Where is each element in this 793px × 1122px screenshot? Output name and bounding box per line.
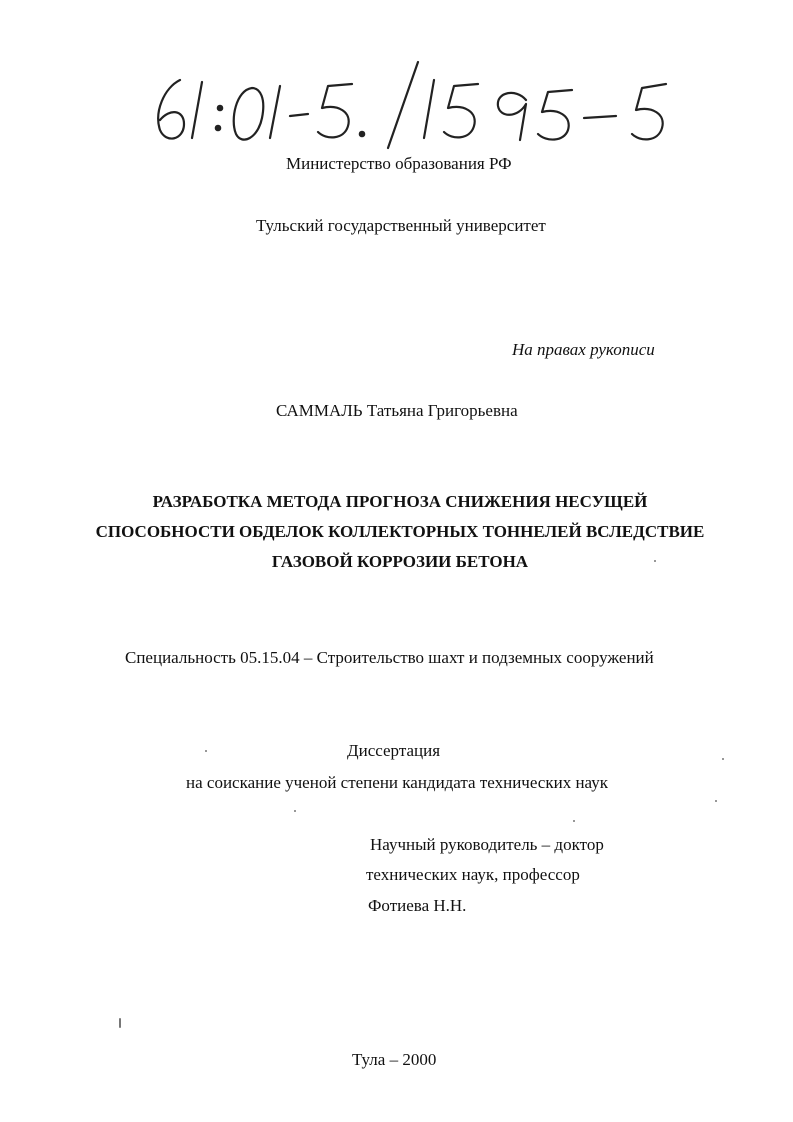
title-line: СПОСОБНОСТИ ОБДЕЛОК КОЛЛЕКТОРНЫХ ТОННЕЛЕЙ ВСЛЕДСТВИЕ <box>95 522 705 541</box>
scan-speck <box>654 560 656 562</box>
title-line: РАЗРАБОТКА МЕТОДА ПРОГНОЗА СНИЖЕНИЯ НЕСУЩЕЙ <box>152 492 648 511</box>
manuscript-rights-note: На правах рукописи <box>512 340 655 359</box>
dissertation-title <box>60 487 740 577</box>
scan-speck <box>294 810 296 812</box>
city-year: Тула – 2000 <box>352 1050 437 1069</box>
university-name: Тульский государственный университет <box>256 216 546 235</box>
supervisor-line: технических наук, профессор <box>366 865 580 884</box>
scan-speck <box>715 800 717 802</box>
supervisor-name: Фотиева Н.Н. <box>368 896 467 915</box>
scan-speck <box>573 820 575 822</box>
supervisor-line: Научный руководитель – доктор <box>370 835 604 854</box>
scan-speck <box>722 758 724 760</box>
degree-line: на соискание ученой степени кандидата технических наук <box>186 773 609 792</box>
ministry-name: Министерство образования РФ <box>286 154 512 173</box>
scan-speck <box>119 1018 121 1028</box>
specialty: Специальность 05.15.04 – Строительство шахт и подземных сооружений <box>125 648 654 667</box>
scan-speck <box>205 750 207 752</box>
title-line: ГАЗОВОЙ КОРРОЗИИ БЕТОНА <box>271 552 529 571</box>
dissertation-label: Диссертация <box>347 741 441 760</box>
handwritten-archive-number <box>140 60 700 150</box>
author-name: САММАЛЬ Татьяна Григорьевна <box>276 401 518 420</box>
